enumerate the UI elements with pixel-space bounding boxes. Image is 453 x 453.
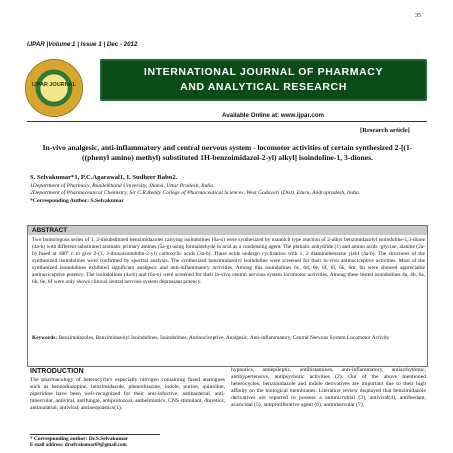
affiliation-2: 2Department of Pharmaceutical Chemistry, Sir C.R.Reddy College of Pharmaceutical Sciences, West Godavari (Dist), Eluru, Andrapradesh, India. <box>30 190 361 197</box>
abstract-heading: ABSTRACT <box>32 227 68 234</box>
article-type: [Research article] <box>360 127 410 134</box>
keywords <box>32 335 425 342</box>
banner-line-1: INTERNATIONAL JOURNAL OF PHARMACY <box>143 66 384 78</box>
introduction-heading: INTRODUCTION <box>30 368 84 375</box>
introduction-column-1: The pharmacology of heterocycle's especially nitrogen containing fused analogues such as benzodiazepine, benzimidazole, phenothiazine, indole, purine, quinoline, piperidine have been well-recognized for their anti-infective, antibacterial, anti-tubercular, antiviral, antifungal, antiprotozoal, anthelmintics, CNS stimulant, diuretics, antimalarial, antiviral, antineoplastics(1), <box>30 377 225 411</box>
abstract-box <box>27 225 428 367</box>
footnote-divider <box>30 434 160 435</box>
affiliation-1: 1Department of Pharmacy, Bundelkhand University, Jhansi, Uttar Pradesh, India. <box>30 183 215 189</box>
keywords-label: Keywords: <box>32 335 58 341</box>
abstract-text: Two homologous series of 1, 2-disubstituted benzimidazoles carrying isoindolines (6a-n) were synthesized by mannich type reaction of 2-alkyl benzimidazolyl isoindoline-1,3-dione (4a-b) with different substituted aromatic primary amines (5a-g) using formaldehyde in acid as a condensing agent. The phthalic anhydride (1) and amino acids -glycine, alanine (2a-b) fused at 180° c to give 2-(1, 3-dioxoisoindolin-2-yl) carboxylic acids (3a-b). These acids undergo cyclization with 1, 2 diaminobenzene yield (4a-b). The structures of the synthesized isoindolines were confirmed by spectral analysis. The synthesized benzimidazolyl isoindoline were screened for their in-vivo antinociceptive activities. Most of the synthesized isoindolines exhibited significant analgesic and anti-inflammatory activities. Among this isoindolines 6c, 6d, 6e, 6f, 6l, 6k, 6m, 6n were showed appreciable antinociceptive potency. The isoindolines (4a-b) and (6a-n) were screened for their in-vivo central nervous system locomotor activities. Among these tested isoindolines 4a, 4b, 6a, 6b, 6e, 6f were only shows clinical central nervous system depressant potency. <box>32 237 425 285</box>
journal-info: IJPAR |Volume 1 | Issue 1 | Dec - 2012 <box>27 41 138 48</box>
footnote-author: * Corresponding author: Dr.S.Selvakumar <box>30 436 129 442</box>
affiliations <box>30 183 420 205</box>
journal-logo <box>26 60 82 116</box>
banner-line-2: AND ANALYTICAL RESEARCH <box>180 81 347 93</box>
page-number: 35 <box>415 13 421 19</box>
article-title: In-vivo analgesic, anti-inflammatory and central nervous system - locomotor activities of certain synthesized 2-[(1-((phenyl amino) methyl) substituted 1H-benzoimidazol-2-yl) alkyl] isoindoline-1, 3-diones. <box>42 143 413 162</box>
logo-text: IJPAR JOURNAL <box>32 82 76 88</box>
availability-link[interactable]: Available Online at: www.ijpar.com <box>222 112 325 119</box>
abstract-header <box>28 226 427 235</box>
footnote-email[interactable]: E-mail address: drselvakumar69@gmail.com <box>30 443 127 448</box>
header-divider <box>27 121 427 122</box>
introduction-column-2: hypnotics, antiepileptic, antihistamines, anti-inflammatory, antiarrhythmic, antihypertensive, antipsychotic activities (2). Out of the above mentioned heterocycles, benzimidazole and indole derivatives are important due to their high affinity on the biological membranes. Literature review displayed that benzimidazole derivatives are reported to possess a antimicrobial (3), antiviral(4), antifeedant, acaricidal (5), antiproliferative agent (6), antitubercular (7), <box>231 367 426 408</box>
keywords-text: Benzimidazoles, Benzimidazolyl Isoindolines, Isoindolines, Antinociceptive, Analgesic, Anti-inflammatory, Central Nervous System Locomotor Activity <box>58 335 390 341</box>
corresponding-author: *Corresponding Author: S.Selvakumar <box>30 197 124 204</box>
authors: S. Selvakumar*1, P.C.Agarawal1, I. Sudheer Babu2. <box>30 174 178 181</box>
journal-banner <box>100 59 427 101</box>
